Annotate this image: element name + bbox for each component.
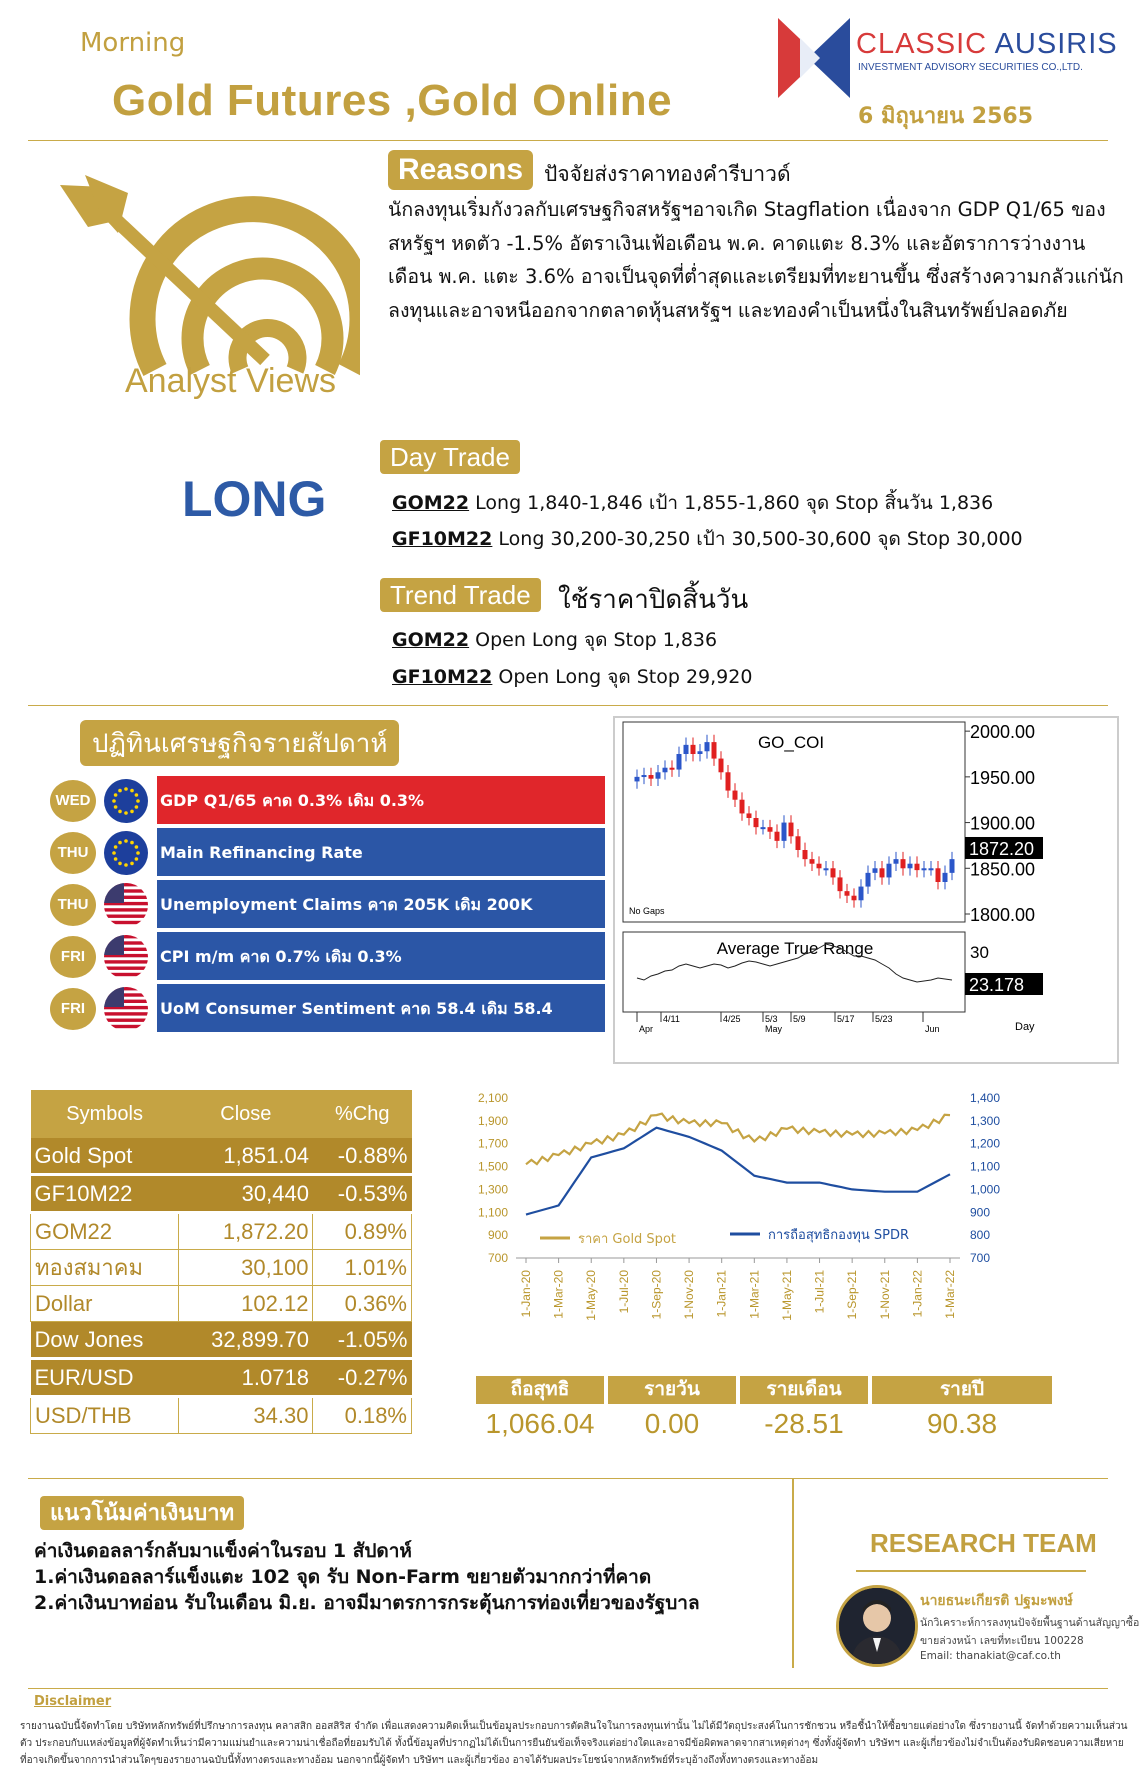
candle-body	[635, 777, 640, 782]
spdr-header: ถือสุทธิ	[476, 1376, 604, 1404]
atr-title: Average True Range	[716, 939, 874, 958]
calendar-event: CPI m/m คาด 0.7% เดิม 0.3%	[157, 932, 605, 982]
left-tick-label: 1,500	[477, 1159, 508, 1174]
candle-body	[866, 873, 871, 887]
atr-tick-label: 30	[970, 943, 989, 962]
calendar-title: ปฏิทินเศรษฐกิจรายสัปดาห์	[80, 720, 399, 766]
col-header: Symbols	[31, 1090, 179, 1138]
x-tick-label: 1-May-20	[584, 1270, 599, 1321]
x-tick-label: 1-Sep-21	[845, 1270, 860, 1320]
candle-body	[712, 742, 717, 758]
y-tick-label: 1950.00	[970, 767, 1036, 788]
quote-symbol: ทองสมาคม	[31, 1250, 179, 1286]
candle-body	[894, 859, 899, 864]
right-tick-label: 1,200	[970, 1136, 1001, 1151]
quote-row	[31, 1213, 412, 1250]
candle-body	[943, 873, 948, 882]
calendar-row	[50, 880, 605, 930]
calendar-day-badge: WED	[50, 780, 96, 822]
trend-trade-line	[392, 625, 717, 655]
left-tick-label: 900	[487, 1228, 508, 1243]
baht-line: 2.ค่าเงินบาทอ่อน รับในเดือน มิ.ย. อาจมีมาตรการกระตุ้นการท่องเที่ยวของรัฐบาล	[34, 1592, 700, 1614]
legend-label: การถือสุทธิกองทุน SPDR	[768, 1228, 910, 1243]
x-tick-label: Apr	[639, 1024, 654, 1034]
trend-trade-heading: ใช้ราคาปิดสิ้นวัน	[558, 585, 749, 615]
target-arrow-icon	[60, 175, 360, 385]
quotes-table	[30, 1090, 412, 1434]
us-flag-icon	[104, 883, 148, 927]
calendar-event: GDP Q1/65 คาด 0.3% เดิม 0.3%	[157, 776, 605, 826]
right-tick-label: 700	[970, 1251, 991, 1265]
col-header: Close	[179, 1090, 313, 1138]
candle-body	[845, 891, 850, 896]
right-tick-label: 1,400	[970, 1091, 1001, 1105]
candle-body	[915, 864, 920, 870]
candle-body	[719, 759, 724, 773]
gold-spot-line	[526, 1114, 950, 1165]
candle-body	[880, 868, 885, 877]
quote-chg: 0.36%	[313, 1286, 412, 1322]
candle-body	[733, 791, 738, 800]
quote-row	[31, 1175, 412, 1213]
person-icon	[839, 1588, 915, 1664]
candle-body	[670, 768, 675, 770]
spdr-value: 0.00	[644, 1408, 700, 1439]
eu-flag-icon	[104, 779, 148, 823]
baht-outlook-tag: แนวโน้มค่าเงินบาท	[40, 1496, 244, 1530]
calendar-day-badge: FRI	[50, 936, 96, 978]
spdr-holdings-line	[526, 1128, 950, 1215]
candle-body	[726, 772, 731, 790]
x-tick-label: 5/9	[793, 1014, 806, 1024]
quote-symbol: Gold Spot	[31, 1138, 179, 1175]
trade-symbol: GF10M22	[392, 528, 493, 550]
candlestick-chart	[615, 718, 1117, 1062]
right-tick-label: 1,100	[970, 1159, 1001, 1174]
trade-symbol: GF10M22	[392, 666, 493, 688]
reasons-body: นักลงทุนเริ่มกังวลกับเศรษฐกิจสหรัฐฯอาจเกิด Stagflation เนื่องจาก GDP Q1/65 ของสหรัฐฯ หดตัว -1.5% อัตราเงินเฟ้อเดือน พ.ค. คาดแตะ 8.3% และอัตราการว่างงานเดือน พ.ค. แตะ 3.6% อาจเป็นจุดที่ต่ำสุดและเตรียมที่ทะยานขึ้น ซึ่งสร้างความกลัวแก่นักลงทุนและอาจหนีออกจากตลาดหุ้นสหรัฐฯ และทองคำเป็นหนึ่งในสินทรัพย์ปลอดภัย	[388, 198, 1124, 322]
y-tick-label: 2000.00	[970, 722, 1036, 743]
y-tick-label: 1800.00	[970, 905, 1036, 925]
left-tick-label: 1,700	[477, 1136, 508, 1151]
quote-symbol: Dollar	[31, 1286, 179, 1322]
left-tick-label: 1,300	[477, 1182, 508, 1197]
calendar-event: Main Refinancing Rate	[157, 828, 605, 878]
candle-body	[677, 754, 682, 770]
candle-body	[838, 877, 843, 891]
candle-body	[775, 832, 780, 841]
quote-close: 102.12	[179, 1286, 313, 1322]
trend-trade-line	[392, 662, 752, 692]
day-trade-line	[392, 488, 993, 518]
analyst-email: Email: thanakiat@caf.co.th	[920, 1650, 1061, 1662]
x-tick-label: 4/25	[723, 1014, 741, 1024]
candle-body	[950, 859, 955, 873]
us-flag-icon	[104, 987, 148, 1031]
left-tick-label: 1,100	[477, 1205, 508, 1220]
x-tick-label: 1-Jan-22	[910, 1270, 925, 1318]
price-chart-panel	[613, 716, 1119, 1064]
company-subtitle: INVESTMENT ADVISORY SECURITIES CO.,LTD.	[858, 62, 1083, 73]
candle-body	[649, 775, 654, 779]
candle-body	[698, 751, 703, 754]
us-flag-icon	[104, 935, 148, 979]
quote-close: 32,899.70	[179, 1322, 313, 1359]
candle-body	[922, 868, 927, 870]
quote-symbol: GOM22	[31, 1213, 179, 1250]
candle-body	[740, 800, 745, 814]
page-title: Gold Futures ,Gold Online	[112, 76, 673, 125]
eu-flag-icon	[104, 831, 148, 875]
candle-body	[663, 768, 668, 773]
left-tick-label: 2,100	[477, 1091, 508, 1105]
left-tick-label: 700	[487, 1251, 508, 1265]
x-tick-label: 1-Sep-20	[649, 1270, 664, 1320]
reasons-tag: Reasons	[388, 150, 533, 190]
divider	[856, 1570, 1086, 1572]
candle-body	[691, 745, 696, 754]
calendar-day-badge: THU	[50, 884, 96, 926]
candle-body	[796, 836, 801, 850]
quote-chg: 1.01%	[313, 1250, 412, 1286]
quote-symbol: GF10M22	[31, 1175, 179, 1213]
y-tick-label: 1850.00	[970, 859, 1036, 880]
spdr-header: รายวัน	[608, 1376, 736, 1404]
candle-body	[908, 864, 913, 869]
quote-row	[31, 1322, 412, 1359]
x-tick-label: 1-Jul-20	[616, 1270, 631, 1314]
right-tick-label: 800	[970, 1228, 991, 1243]
brand-part2: AUSIRIS	[994, 28, 1118, 60]
right-tick-label: 1,000	[970, 1182, 1001, 1197]
candle-body	[901, 859, 906, 868]
calendar-row	[50, 828, 605, 878]
reasons-heading: ปัจจัยส่งราคาทองคำรีบาวด์	[544, 162, 791, 186]
candle-body	[642, 775, 647, 777]
quote-close: 34.30	[179, 1397, 313, 1434]
gold-spdr-chart	[460, 1088, 1020, 1358]
calendar-event: UoM Consumer Sentiment คาด 58.4 เดิม 58.4	[157, 984, 605, 1034]
analyst-role: นักวิเคราะห์การลงทุนปัจจัยพื้นฐานด้านสัญญาซื้อ	[920, 1617, 1140, 1629]
chart-frame	[623, 722, 965, 922]
trade-text: Long 30,200-30,250 เป้า 30,500-30,600 จุด Stop 30,000	[492, 528, 1023, 550]
chart-title: GO_COI	[757, 733, 825, 752]
disclaimer-body: รายงานฉบับนี้จัดทำโดย บริษัทหลักทรัพย์ที่ปรึกษาการลงทุน คลาสสิก ออสสิริส จำกัด เพื่อแสดงความคิดเห็นเป็นข้อมูลประกอบการตัดสินใจในการลงทุนเท่านั้น ไม่ได้มีวัตถุประสงค์ในการชักชวน หรือชี้นำให้ซื้อขายแต่อย่างใด ซึ่งรายงานนี้ จัดทำด้วยความเห็นส่วนตัว ประกอบกับแหล่งข้อมูลที่ผู้จัดทำเห็นว่ามีความแม่นยำและความน่าเชื่อถือที่ยอมรับได้ ทั้งนี้ข้อมูลที่ปรากฏไม่ได้เป็นการยืนยันข้อเท็จจริงแต่อย่างใดและอาจมีข้อผิดพลาดจากสาเหตุต่างๆ ซึ่งทั้งผู้จัดทำ บริษัทฯ และผู้เกี่ยวข้องไม่จำเป็นต้องรับผิดชอบความเสียหายที่อาจเกิดขึ้นจากการนำส่วนใดๆของรายงานฉบับนี้ทั้งทางตรงและทางอ้อม นอกจากนี้ผู้จัดทำ บริษัทฯ และผู้เกี่ยวข้อง อาจได้รับผลประโยชน์จากหลักทรัพย์ที่ระบุอ้างถึงทั้งทางตรงและทางอ้อม	[20, 1721, 1128, 1766]
research-team-title: RESEARCH TEAM	[870, 1528, 1097, 1558]
brand-part1: CLASSIC	[856, 28, 988, 60]
x-tick-label: Jun	[925, 1024, 940, 1034]
candle-body	[754, 818, 759, 827]
spdr-summary	[476, 1376, 1052, 1444]
trade-text: Open Long จุด Stop 1,836	[469, 629, 718, 651]
divider	[28, 1688, 1108, 1689]
candle-body	[768, 827, 773, 832]
candle-body	[810, 859, 815, 864]
trend-trade-tag: Trend Trade	[380, 578, 541, 612]
trade-symbol: GOM22	[392, 492, 470, 514]
calendar-day-badge: THU	[50, 832, 96, 874]
right-tick-label: 900	[970, 1205, 991, 1220]
x-tick-label: 5/3	[765, 1014, 778, 1024]
spdr-header: รายเดือน	[740, 1376, 868, 1404]
calendar-day-badge: FRI	[50, 988, 96, 1030]
trade-symbol: GOM22	[392, 629, 470, 651]
trade-text: Open Long จุด Stop 29,920	[492, 666, 753, 688]
quote-chg: -0.53%	[313, 1175, 412, 1213]
quote-symbol: EUR/USD	[31, 1359, 179, 1397]
quote-close: 1,851.04	[179, 1138, 313, 1175]
divider	[28, 140, 1108, 141]
x-tick-label: 1-Mar-22	[943, 1270, 957, 1319]
baht-line: 1.ค่าเงินดอลลาร์แข็งแตะ 102 จุด รับ Non-Farm ขยายตัวมากกว่าที่คาด	[34, 1566, 652, 1588]
quote-chg: -0.88%	[313, 1138, 412, 1175]
company-logo-icon	[778, 18, 850, 98]
calendar-event: Unemployment Claims คาด 205K เดิม 200K	[157, 880, 605, 930]
candle-body	[852, 896, 857, 901]
calendar-row	[50, 776, 605, 826]
col-header: %Chg	[313, 1090, 412, 1138]
spdr-header: รายปี	[872, 1376, 1052, 1404]
analyst-name: นายธนะเกียรติ ปฐมะพงษ์	[920, 1593, 1073, 1609]
calendar-row	[50, 932, 605, 982]
disclaimer-title: Disclaimer	[34, 1694, 112, 1709]
quote-symbol: Dow Jones	[31, 1322, 179, 1359]
quote-row	[31, 1250, 412, 1286]
divider	[792, 1478, 794, 1668]
no-gaps-label: No Gaps	[629, 906, 665, 916]
day-trade-line	[392, 524, 1023, 554]
divider	[28, 1478, 1108, 1479]
quote-chg: 0.89%	[313, 1213, 412, 1250]
x-tick-label: 1-Jan-21	[714, 1270, 729, 1318]
candle-body	[817, 864, 822, 869]
calendar-row	[50, 984, 605, 1034]
candle-body	[887, 864, 892, 878]
quote-close: 30,100	[179, 1250, 313, 1286]
analyst-license: ขายล่วงหน้า เลขที่ทะเบียน 100228	[920, 1635, 1084, 1647]
x-tick-label: 5/17	[837, 1014, 855, 1024]
company-name	[856, 28, 1118, 61]
quote-close: 30,440	[179, 1175, 313, 1213]
x-tick-label: 1-Nov-20	[682, 1270, 697, 1320]
candle-body	[684, 745, 689, 754]
quote-close: 1.0718	[179, 1359, 313, 1397]
last-price-label: 1872.20	[969, 838, 1035, 859]
legend-label: ราคา Gold Spot	[578, 1232, 676, 1247]
candle-body	[656, 772, 661, 778]
baht-line: ค่าเงินดอลลาร์กลับมาแข็งค่าในรอบ 1 สัปดาห์	[34, 1540, 412, 1562]
atr-value-label: 23.178	[969, 975, 1025, 995]
spdr-value: 90.38	[926, 1408, 998, 1439]
quote-chg: -0.27%	[313, 1359, 412, 1397]
candle-body	[782, 823, 787, 841]
x-tick-label: 1-Mar-21	[747, 1270, 762, 1319]
morning-label: Morning	[80, 28, 186, 58]
x-tick-label: 1-May-21	[779, 1270, 794, 1321]
quote-row	[31, 1286, 412, 1322]
day-trade-tag: Day Trade	[380, 440, 520, 474]
spdr-value: 1,066.04	[485, 1408, 595, 1439]
candle-body	[747, 813, 752, 818]
quote-chg: -1.05%	[313, 1322, 412, 1359]
analyst-avatar	[836, 1585, 918, 1667]
quote-symbol: USD/THB	[31, 1397, 179, 1434]
quote-chg: 0.18%	[313, 1397, 412, 1434]
left-tick-label: 1,900	[477, 1113, 508, 1128]
quote-row	[31, 1359, 412, 1397]
x-tick-label: 4/11	[663, 1014, 680, 1024]
spdr-value: -28.51	[764, 1408, 844, 1439]
x-tick-label: 1-Mar-20	[551, 1270, 566, 1319]
quote-row	[31, 1138, 412, 1175]
analyst-views-label: Analyst Views	[125, 362, 337, 400]
divider	[28, 705, 1108, 706]
quote-row	[31, 1397, 412, 1434]
x-tick-label: 1-Jan-20	[519, 1270, 533, 1318]
trade-text: Long 1,840-1,846 เป้า 1,855-1,860 จุด Stop สิ้นวัน 1,836	[469, 492, 994, 514]
right-tick-label: 1,300	[970, 1113, 1001, 1128]
x-tick-label: 5/23	[875, 1014, 893, 1024]
candle-body	[705, 742, 710, 751]
candle-body	[831, 868, 836, 877]
candle-body	[859, 887, 864, 901]
quote-close: 1,872.20	[179, 1213, 313, 1250]
candle-body	[789, 823, 794, 837]
x-tick-label: May	[765, 1024, 783, 1034]
candle-body	[936, 868, 941, 882]
signal-label: LONG	[182, 471, 327, 527]
x-unit-label: Day	[1015, 1021, 1035, 1033]
report-date: 6 มิถุนายน 2565	[858, 104, 1034, 129]
candle-body	[873, 868, 878, 873]
x-tick-label: 1-Jul-21	[812, 1270, 827, 1314]
y-tick-label: 1900.00	[970, 813, 1036, 834]
candle-body	[824, 868, 829, 870]
candle-body	[761, 827, 766, 829]
candle-body	[929, 868, 934, 870]
candle-body	[803, 850, 808, 859]
x-tick-label: 1-Nov-21	[877, 1270, 892, 1320]
